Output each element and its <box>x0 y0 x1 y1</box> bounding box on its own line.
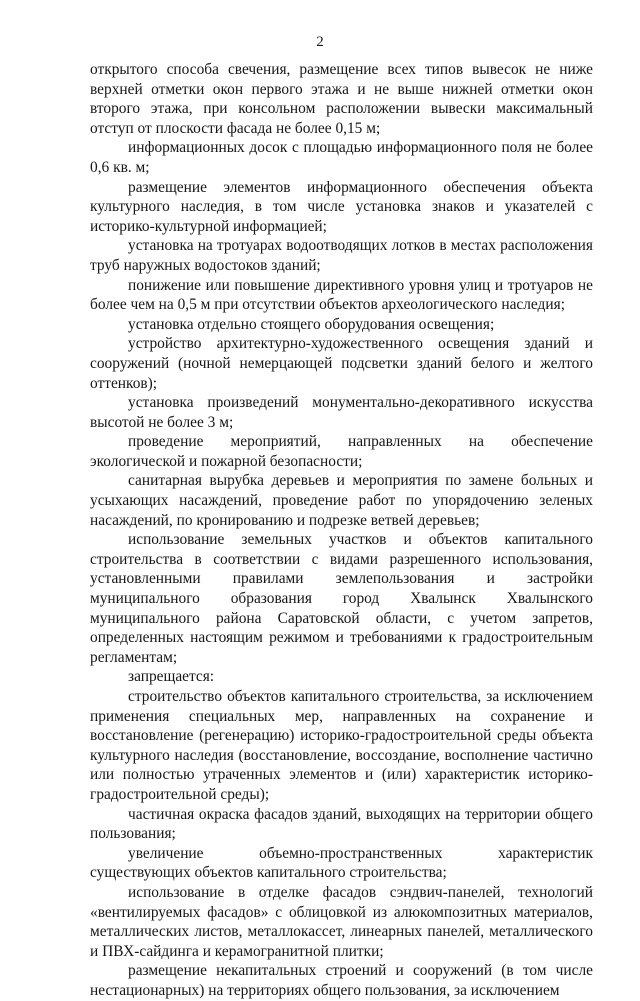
paragraph: устройство архитектурно-художественного освещения зданий и сооружений (ночной немерцающей подсветки зданий белого и желтого оттенков); <box>90 335 593 392</box>
page-number: 2 <box>316 34 324 50</box>
paragraph: понижение или повышение директивного уровня улиц и тротуаров не более чем на 0,5 м при отсутствии объектов археологического наследия; <box>90 276 593 314</box>
paragraph-heading: запрещается: <box>128 668 215 686</box>
paragraph: санитарная вырубка деревьев и мероприятия по замене больных и усыхающих насаждений, проведение работ по упорядочению зеленых насаждений, по кронированию и подрезке ветвей деревьев; <box>90 472 593 529</box>
paragraph: проведение мероприятий, направленных на обеспечение экологической и пожарной безопасности; <box>90 433 593 470</box>
paragraph: информационных досок с площадью информационного поля не более 0,6 кв. м; <box>90 139 593 176</box>
paragraph: использование земельных участков и объектов капитального строительства в соответствии с видами разрешенного использования, установленными правилами землепользования и застройки муниципального образования город Хвалынск Хвалынского муниципального района Саратовской области, с учетом запретов, определенных настоящим режимом и требованиями к градостроительным регламентам; <box>90 531 593 666</box>
paragraph: размещение некапитальных строений и сооружений (в том числе нестационарных) на территориях общего пользования, за исключением <box>90 962 593 999</box>
paragraph: открытого способа свечения, размещение всех типов вывесок не ниже верхней отметки окон первого этажа и не выше нижней отметки окон второго этажа, при консольном расположении вывески максимальный отступ от плоскости фасада не более 0,15 м; <box>90 61 593 137</box>
paragraph: частичная окраска фасадов зданий, выходящих на территории общего пользования; <box>90 805 593 843</box>
document-body <box>90 60 593 1001</box>
paragraph: установка отдельно стоящего оборудования освещения; <box>128 315 495 333</box>
paragraph: увеличение объемно-пространственных характеристик существующих объектов капитального строительства; <box>90 844 593 882</box>
paragraph: использование в отделке фасадов сэндвич-панелей, технологий «вентилируемых фасадов» с облицовкой из алюкомпозитных материалов, металлических листов, металлокассет, линеарных панелей, металлического и ПВХ-сайдинга и керамогранитной плитки; <box>90 883 593 960</box>
paragraph: строительство объектов капитального строительства, за исключением применения специальных мер, направленных на сохранение и восстановление (регенерацию) историко-градостроительной среды объекта культурного наследия (восстановление, воссоздание, восполнение частично или полностью утраченных элементов и (или) характеристик историко-градостроительной среды); <box>90 688 593 803</box>
paragraph: установка произведений монументально-декоративного искусства высотой не более 3 м; <box>90 394 593 431</box>
paragraph: размещение элементов информационного обеспечения объекта культурного наследия, в том числе установка знаков и указателей с историко-культурной информацией; <box>90 178 593 235</box>
paragraph: установка на тротуарах водоотводящих лотков в местах расположения труб наружных водостоков зданий; <box>90 237 593 274</box>
